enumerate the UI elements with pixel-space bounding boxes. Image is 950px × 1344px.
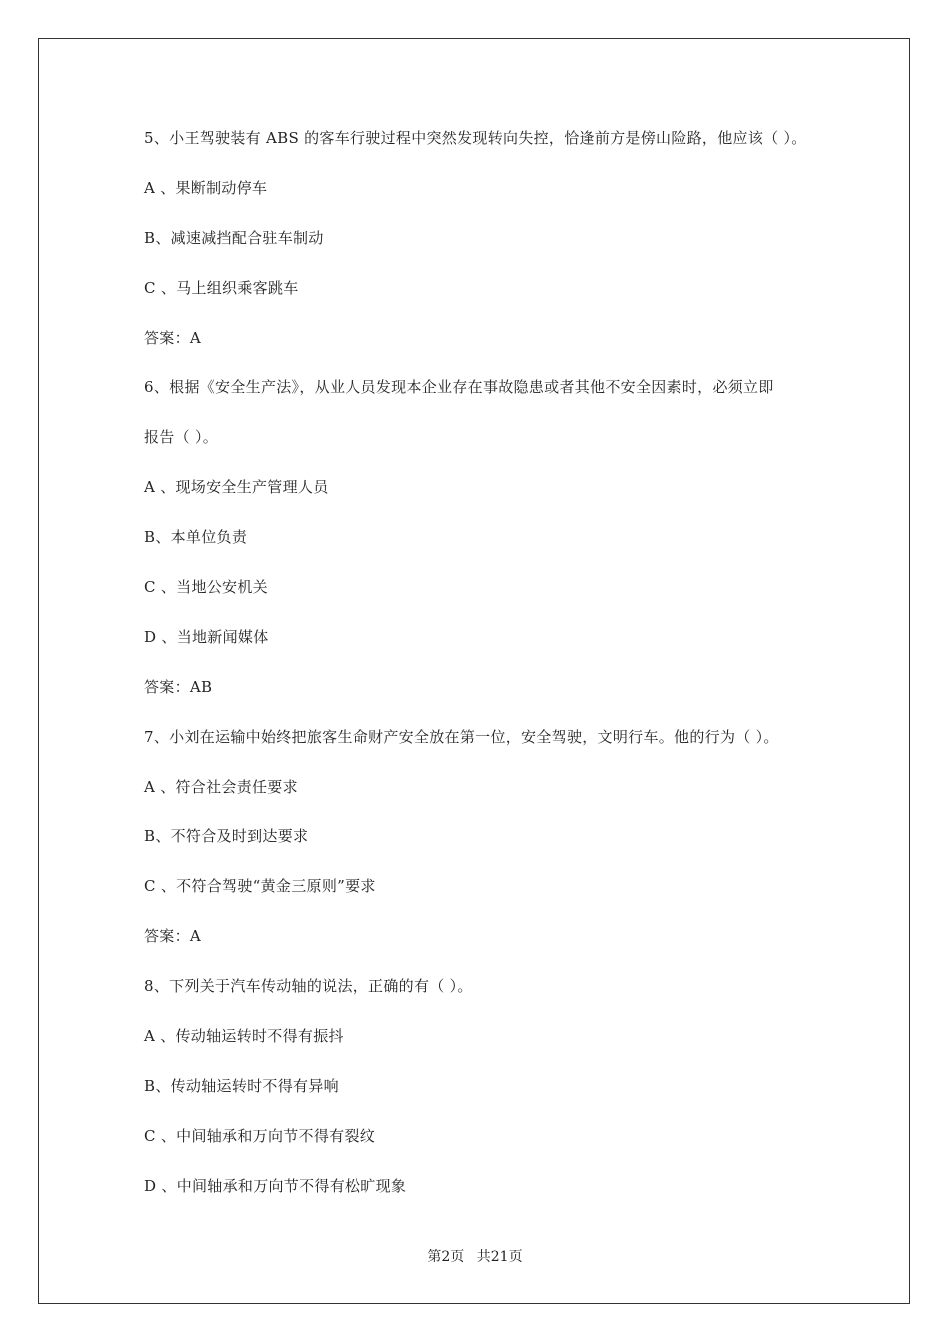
question-8-option-d: D 、中间轴承和万向节不得有松旷现象: [144, 1176, 407, 1195]
page-total: 共21页: [476, 1249, 523, 1265]
question-5-answer: 答案：A: [144, 328, 202, 347]
question-7-option-a: A 、符合社会责任要求: [144, 777, 298, 796]
question-5-option-a: A 、果断制动停车: [144, 178, 268, 197]
document-body: [144, 128, 844, 1226]
question-8-stem: 8、下列关于汽车传动轴的说法，正确的有（ ）。: [144, 977, 473, 996]
question-7-stem: 7、小刘在运输中始终把旅客生命财产安全放在第一位，安全驾驶，文明行车。他的行为（ ）。: [144, 727, 779, 746]
question-7-answer: 答案：A: [144, 927, 202, 946]
question-5-option-c: C 、马上组织乘客跳车: [144, 278, 299, 297]
page-number: 第2页: [427, 1249, 465, 1265]
question-8-option-b: B、传动轴运转时不得有异响: [144, 1076, 339, 1095]
question-5-stem: 5、小王驾驶装有 ABS 的客车行驶过程中突然发现转向失控，恰逢前方是傍山险路，他应该（ ）。: [144, 129, 807, 147]
question-5-option-b: B、减速减挡配合驻车制动: [144, 228, 324, 247]
question-6-stem-continued: 报告（ ）。: [144, 428, 219, 447]
question-8-option-c: C 、中间轴承和万向节不得有裂纹: [144, 1126, 376, 1145]
question-8-option-a: A 、传动轴运转时不得有振抖: [144, 1027, 344, 1046]
question-6-option-c: C 、当地公安机关: [144, 578, 268, 597]
question-6-option-a: A 、现场安全生产管理人员: [144, 478, 329, 497]
question-6-option-b: B、本单位负责: [144, 528, 248, 547]
page-footer: [0, 1248, 950, 1266]
question-6-answer: 答案：AB: [144, 677, 213, 696]
question-6-stem: 6、根据《安全生产法》，从业人员发现本企业存在事故隐患或者其他不安全因素时，必须立即: [144, 378, 774, 397]
question-6-option-d: D 、当地新闻媒体: [144, 627, 269, 646]
question-7-option-c: C 、不符合驾驶“黄金三原则”要求: [144, 877, 376, 896]
question-7-option-b: B、不符合及时到达要求: [144, 827, 309, 846]
